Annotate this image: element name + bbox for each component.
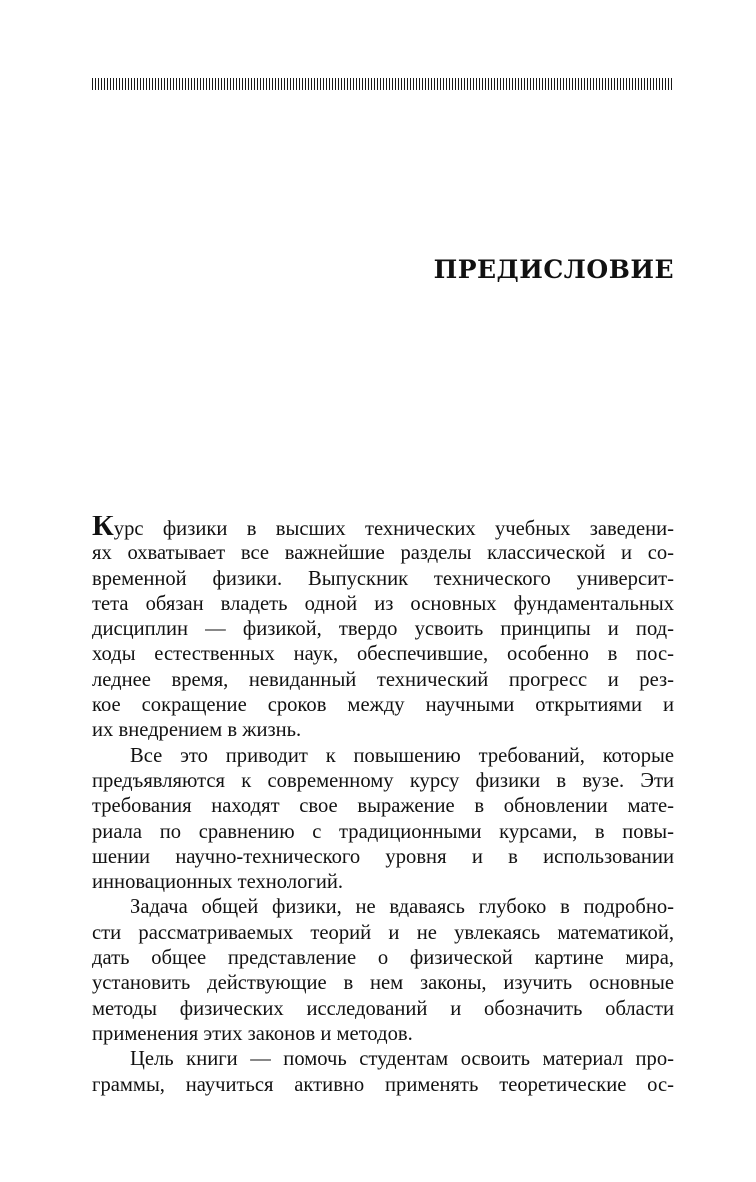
text-line: тета обязан владеть одной из основных фундаментальных	[92, 592, 674, 615]
text-line: ходы естественных наук, обеспечившие, особенно в пос-	[92, 643, 674, 666]
text-line: сти рассматриваемых теорий и не увлекаясь математикой,	[92, 921, 674, 944]
chapter-title: ПРЕДИСЛОВИЕ	[433, 254, 674, 284]
text-line: дать общее представление о физической картине мира,	[92, 947, 674, 970]
text-line: граммы, научиться активно применять теоретические ос-	[92, 1073, 674, 1096]
text-line: временной физики. Выпускник технического университ-	[92, 567, 674, 590]
text-line: леднее время, невиданный технический прогресс и рез-	[92, 668, 674, 691]
text-line: Цель книги — помочь студентам освоить материал про-	[130, 1048, 674, 1071]
decorative-header-rule	[92, 78, 674, 90]
text-line: Курс физики в высших технических учебных заведени-	[92, 516, 674, 541]
text-line: установить действующие в нем законы, изучить основные	[92, 972, 674, 995]
text-line: их внедрением в жизнь.	[92, 719, 302, 742]
text-line: дисциплин — физикой, твердо усвоить принципы и под-	[92, 618, 674, 641]
text-line: ях охватывает все важнейшие разделы классической и со-	[92, 542, 674, 565]
text-line: требования находят свое выражение в обновлении мате-	[92, 795, 674, 818]
text-line: шении научно-технического уровня и в использовании	[92, 845, 674, 868]
text-line: кое сокращение сроков между научными открытиями и	[92, 694, 674, 717]
text-line: Задача общей физики, не вдаваясь глубоко в подробно-	[130, 896, 674, 919]
body-text	[92, 516, 674, 1098]
text-line: Все это приводит к повышению требований, которые	[130, 744, 674, 767]
text-line: риала по сравнению с традиционными курсами, в повы-	[92, 820, 674, 843]
text-line: применения этих законов и методов.	[92, 1022, 413, 1045]
text-line: инновационных технологий.	[92, 871, 344, 894]
text-line: предъявляются к современному курсу физики в вузе. Эти	[92, 769, 674, 792]
drop-cap: К	[92, 516, 114, 542]
text-line: методы физических исследований и обозначить области	[92, 997, 674, 1020]
